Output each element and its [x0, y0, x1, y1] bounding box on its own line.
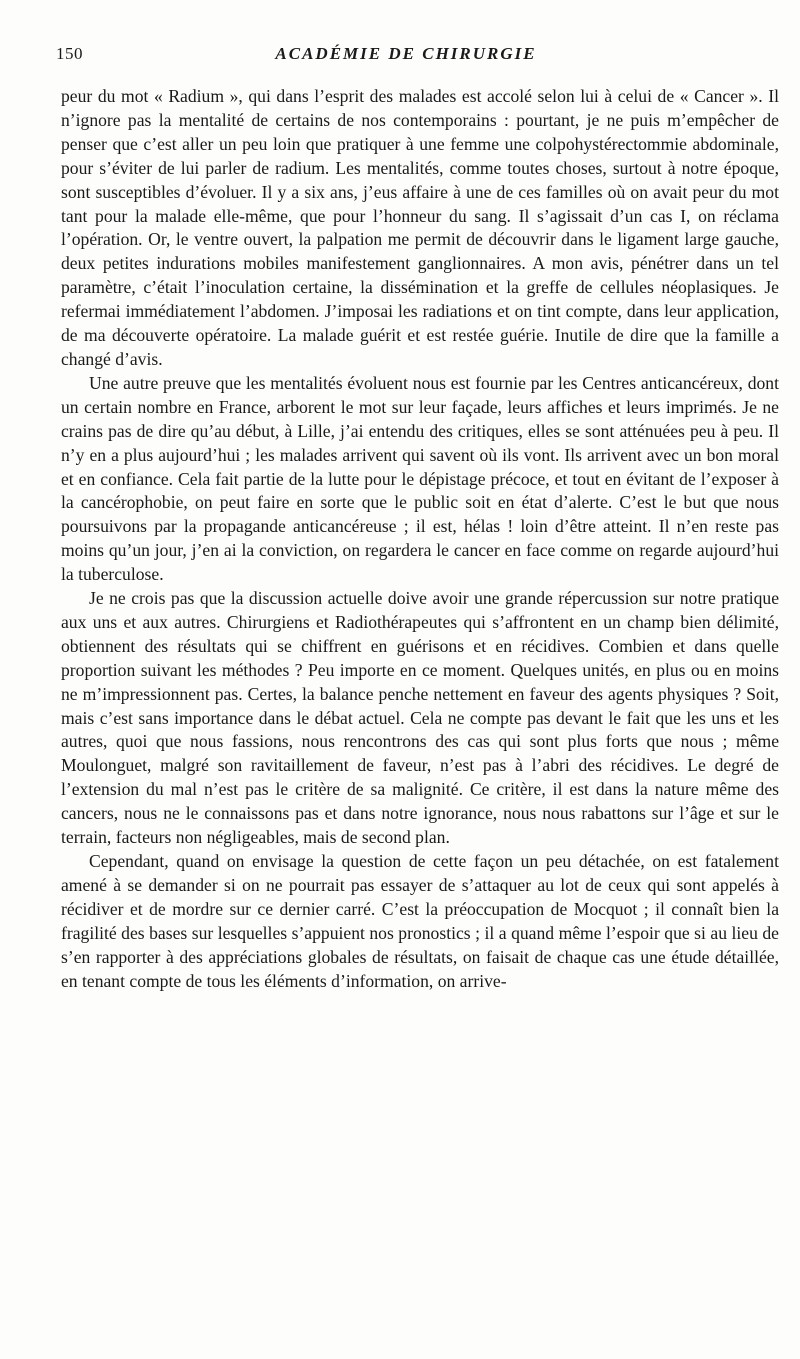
page-header — [56, 44, 756, 70]
paragraph-2: Une autre preuve que les mentalités évoluent nous est fournie par les Centres anticancéreux, dont un certain nombre en France, arborent le mot sur leur façade, leurs affiches et leurs imprimés. Je ne crains pas de dire qu’au début, à Lille, j’ai entendu des critiques, elles se sont atténuées peu à peu. Il n’y en a plus aujourd’hui ; les malades arrivent qui savent où ils vont. Ils arrivent avec un bon moral et en confiance. Cela fait partie de la lutte pour le dépistage précoce, et tout en évitant de l’exposer à la cancérophobie, on peut faire en sorte que le public soit en état d’alerte. C’est le but que nous poursuivons par la propagande anticancéreuse ; il est, hélas ! loin d’être atteint. Il n’en reste pas moins qu’un jour, j’en ai la conviction, on regardera le cancer en face comme on regarde aujourd’hui la tuberculose. — [61, 372, 779, 585]
running-title: ACADÉMIE DE CHIRURGIE — [275, 44, 537, 63]
paragraph-3: Je ne crois pas que la discussion actuelle doive avoir une grande répercussion sur notre pratique aux uns et aux autres. Chirurgiens et Radiothérapeutes qui s’affrontent en un champ bien délimité, obtiennent des résultats qui se chiffrent en guérisons et en récidives. Combien et dans quelle proportion suivant les méthodes ? Peu importe en ce moment. Quelques unités, en plus ou en moins ne m’impressionnent pas. Certes, la balance penche nettement en faveur des agents physiques ? Soit, mais c’est sans importance dans le débat actuel. Cela ne compte pas devant le fait que les uns et les autres, quoi que nous fassions, nous rencontrons des cas qui sont plus forts que nous ; même Moulonguet, malgré son ravitaillement de faveur, n’est pas à l’abri des récidives. Le degré de l’extension du mal n’est pas le critère de sa malignité. Ce critère, il est dans la nature même des cancers, nous ne le connaissons pas et dans notre ignorance, nous nous rabattons sur l’âge et sur le terrain, facteurs non négligeables, mais de second plan. — [61, 588, 779, 848]
page-number: 150 — [56, 44, 83, 63]
body-text — [61, 85, 779, 993]
paragraph-1: peur du mot « Radium », qui dans l’esprit des malades est accolé selon lui à celui de « Cancer ». Il n’ignore pas la mentalité de certains de nos contemporains : pourtant, je ne puis m’empêcher de penser que c’est aller un peu loin que pratiquer à une femme une colpohystérectommie abdominale, pour s’éviter de lui parler de radium. Les mentalités, comme toutes choses, surtout à notre époque, sont susceptibles d’évoluer. Il y a six ans, j’eus affaire à une de ces familles où on avait peur du mot tant pour la malade elle-même, que pour l’honneur du sang. Il s’agissait d’un cas I, on réclama l’opération. Or, le ventre ouvert, la palpation me permit de découvrir dans le ligament large gauche, deux petites indurations mobiles manifestement ganglionnaires. A mon avis, pénétrer dans un tel paramètre, c’était l’inoculation certaine, la dissémination et la greffe de cellules néoplasiques. Je refermai immédiatement l’abdomen. J’imposai les radiations et on tint compte, dans leur application, de ma découverte opératoire. La malade guérit et est restée guérie. Inutile de dire que la famille a changé d’avis. — [61, 86, 779, 369]
paragraph-4: Cependant, quand on envisage la question de cette façon un peu détachée, on est fatalement amené à se demander si on ne pourrait pas essayer de s’attaquer au lot de ceux qui sont appelés à récidiver et de mordre sur ce dernier carré. C’est la préoccupation de Mocquot ; il connaît bien la fragilité des bases sur lesquelles s’appuient nos pronostics ; il a quand même l’espoir que si au lieu de s’en rapporter à des appréciations globales de résultats, on faisait de chaque cas une étude détaillée, en tenant compte de tous les éléments d’information, on arrive- — [61, 851, 779, 991]
